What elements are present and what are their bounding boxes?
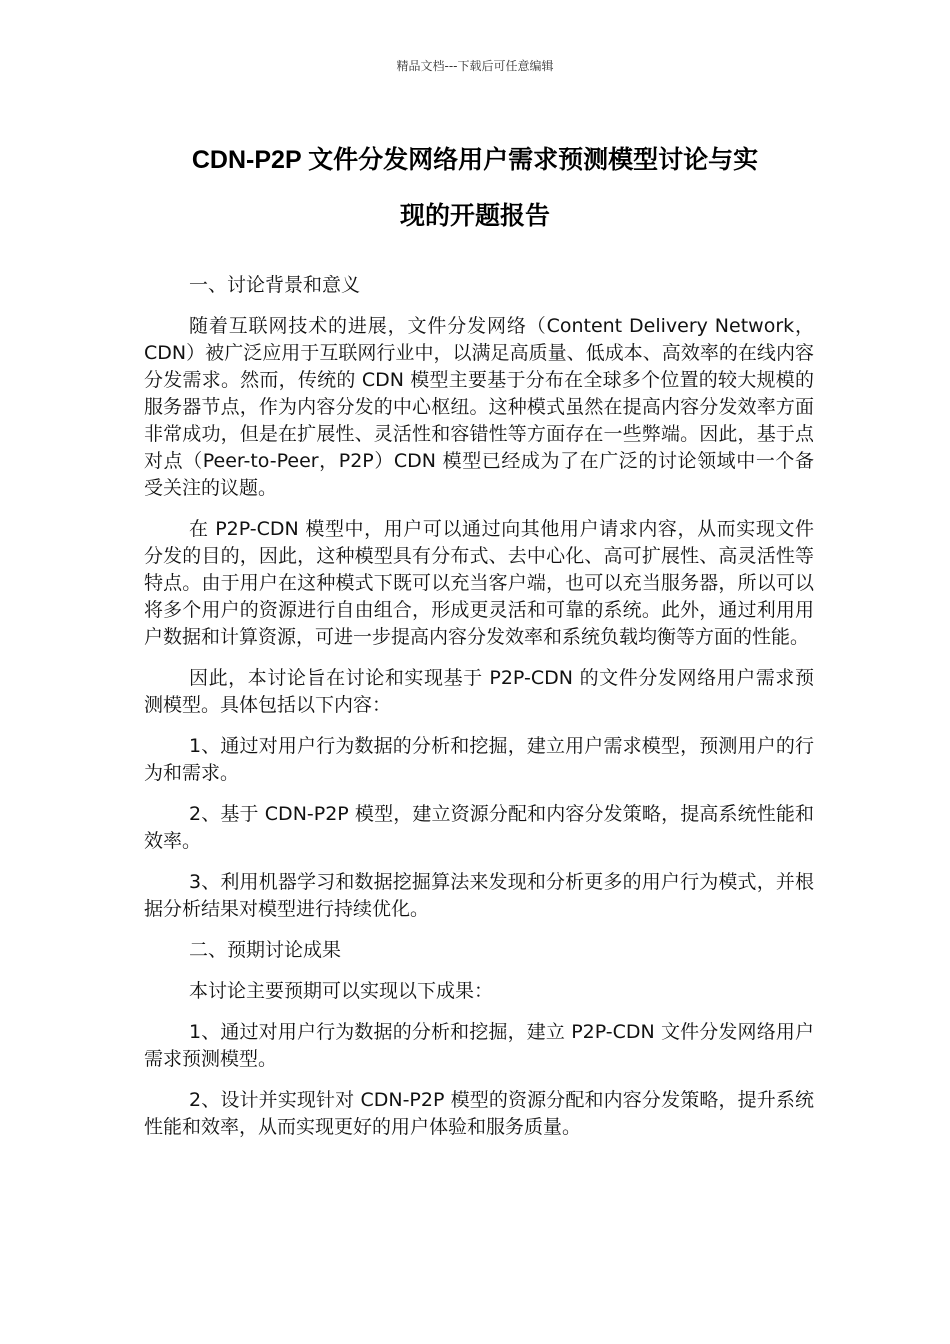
document-title [140, 132, 810, 244]
document-body [144, 272, 814, 1155]
list-item-result-2: 2、设计并实现针对 CDN-P2P 模型的资源分配和内容分发策略，提升系统性能和效率，从而实现更好的用户体验和服务质量。 [144, 1089, 814, 1138]
list-item-content-1: 1、通过对用户行为数据的分析和挖掘，建立用户需求模型，预测用户的行为和需求。 [144, 735, 814, 784]
section-heading-background: 一、讨论背景和意义 [189, 274, 361, 296]
list-item-content-2: 2、基于 CDN-P2P 模型，建立资源分配和内容分发策略，提高系统性能和效率。 [144, 803, 814, 852]
title-line-2: 现的开题报告 [399, 202, 550, 230]
list-item-result-1: 1、通过对用户行为数据的分析和挖掘，建立 P2P-CDN 文件分发网络用户需求预测模型。 [144, 1021, 814, 1070]
title-line-1: CDN-P2P 文件分发网络用户需求预测模型讨论与实 [191, 146, 759, 174]
paragraph-research-aim: 因此，本讨论旨在讨论和实现基于 P2P-CDN 的文件分发网络用户需求预测模型。具体包括以下内容： [144, 667, 814, 716]
paragraph-p2p-cdn-model: 在 P2P-CDN 模型中，用户可以通过向其他用户请求内容，从而实现文件分发的目的，因此，这种模型具有分布式、去中心化、高可扩展性、高灵活性等特点。由于用户在这种模式下既可以充当客户端，也可以充当服务器，所以可以将多个用户的资源进行自由组合，形成更灵活和可靠的系统。此外，通过利用用户数据和计算资源，可进一步提高内容分发效率和系统负载均衡等方面的性能。 [144, 518, 814, 648]
paragraph-background: 随着互联网技术的进展，文件分发网络（Content Delivery Network，CDN）被广泛应用于互联网行业中，以满足高质量、低成本、高效率的在线内容分发需求。然而，传统的 CDN 模型主要基于分布在全球多个位置的较大规模的服务器节点，作为内容分发的中心枢纽。这种模式虽然在提高内容分发效率方面非常成功，但是在扩展性、灵活性和容错性等方面存在一些弊端。因此，基于点对点（Peer-to-Peer，P2P）CDN 模型已经成为了在广泛的讨论领域中一个备受关注的议题。 [144, 315, 814, 499]
page-header-watermark: 精品文档---下载后可任意编辑 [396, 59, 554, 73]
paragraph-results-intro: 本讨论主要预期可以实现以下成果： [189, 980, 494, 1002]
list-item-content-3: 3、利用机器学习和数据挖掘算法来发现和分析更多的用户行为模式，并根据分析结果对模型进行持续优化。 [144, 871, 814, 920]
section-heading-expected-results: 二、预期讨论成果 [189, 939, 342, 961]
